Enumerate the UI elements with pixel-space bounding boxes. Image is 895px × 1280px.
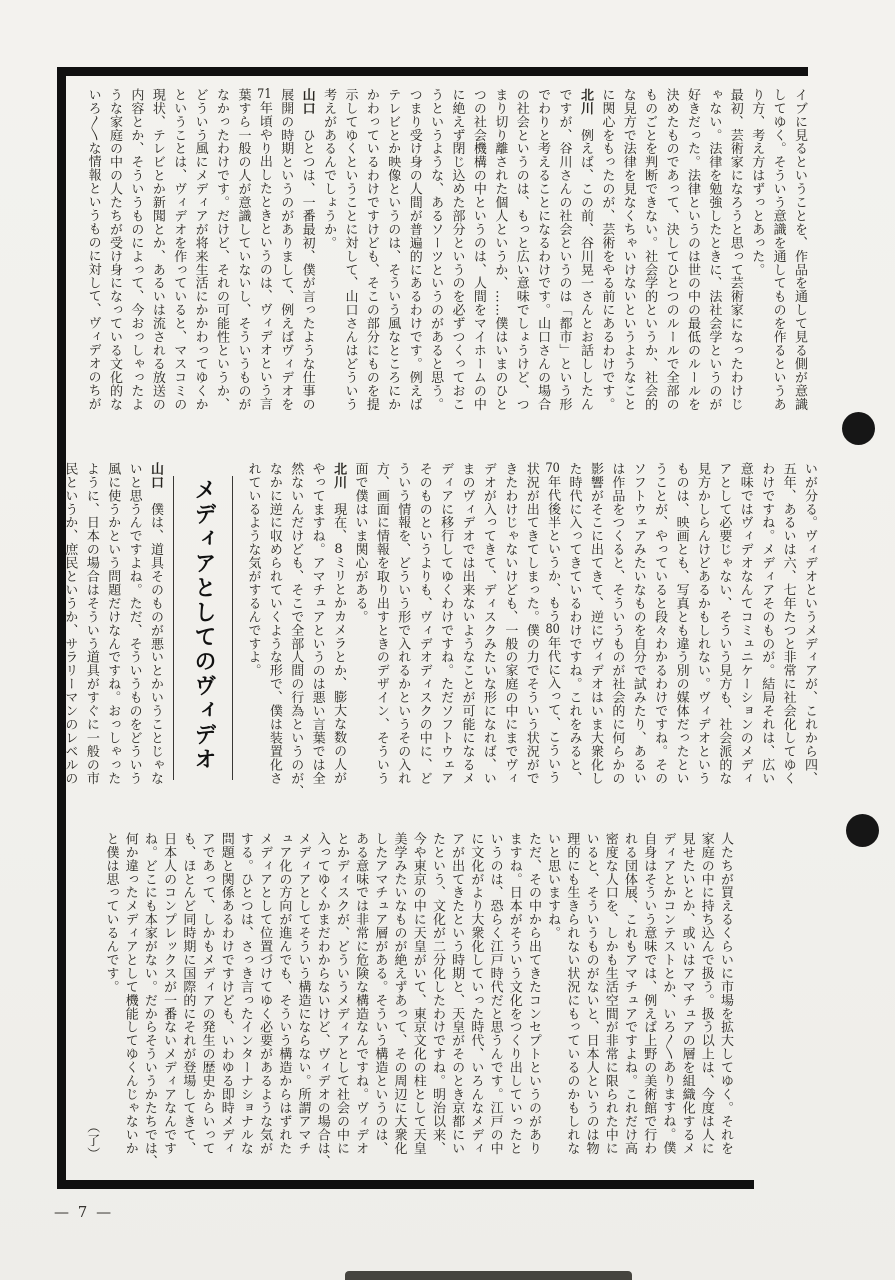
text-column (101, 832, 120, 1160)
text-column (799, 462, 820, 792)
column-text: れているような気がするんですよ。 (245, 462, 261, 678)
column-text: 何か違ったメディアとして機能してゆくんじゃないか (122, 832, 138, 1155)
column-text: ますね。日本がそういう文化をつくり出していったと (506, 832, 522, 1155)
column-text: ある意味では非常に危険な構造なんですね。ヴィデオ (353, 832, 369, 1155)
column-text: ですが、谷川さんの社会というのは「都市」という形 (556, 88, 572, 411)
text-column (767, 88, 788, 412)
section-heading: メディアとしてのヴィデオ (173, 476, 233, 780)
text-column (263, 462, 284, 792)
column-text: ュア化の方向が進んでも、そういう構造からはずれた (276, 832, 292, 1155)
page-number: — 7 — (54, 1203, 114, 1221)
column-text: の社会というのは、もっと広い意味でしょうけど、つ (513, 88, 529, 411)
text-column (789, 88, 810, 412)
column-text: 状況が出てきてしまった。僕の力でそういう状況がで (523, 462, 539, 785)
text-column (253, 88, 274, 412)
text-column (428, 832, 447, 1160)
speaker-name: 北川 (577, 88, 593, 115)
column-text: ひとつは、一番最初、僕が言ったような仕事の (299, 114, 315, 411)
column-text: た時代に入ってきているわけですね。これをみると、 (566, 462, 582, 785)
text-column (756, 462, 777, 792)
text-column (275, 88, 296, 412)
column-text: うな家庭の中の人たちが受け身になっている文化的な (107, 88, 122, 411)
column-text: 自身はそういう意味では、例えば上野の美術館で行わ (641, 832, 657, 1155)
column-text: する。ひとつは、さっき言ったインターナショナルな (237, 832, 253, 1155)
text-column (575, 88, 596, 412)
column-text: に絶えず閉じ込めた部分というのを必ずつくっておこ (449, 88, 465, 411)
column-text: 意味ではヴィデオなんてコミュニケーションのメディ (737, 462, 753, 785)
text-column (520, 462, 541, 792)
text-column (104, 88, 125, 412)
text-column (562, 832, 581, 1160)
text-column (627, 462, 648, 792)
column-text: れる団体展、これもアマチュアですよね。これだけ高 (621, 832, 637, 1155)
text-column (123, 462, 144, 792)
page-frame-top-rule (57, 67, 808, 76)
column-text: してゆく。そういう意識を通してものを作るというあ (770, 88, 786, 411)
column-text: 影響がそこに出てきて、逆にヴィデオはいま大衆化し (587, 462, 603, 785)
column-text: ゃない。法律を勉強したときに、法社会学というのが (706, 88, 722, 411)
column-text: アとして必要じゃない、そういう見方も、社会派的な (716, 462, 732, 785)
text-column (505, 832, 524, 1160)
text-column (682, 88, 703, 412)
column-text: つの社会機構の中というのは、人間をマイホームの中 (470, 88, 486, 411)
text-column (370, 462, 391, 792)
top-text-block (82, 88, 810, 412)
text-column (80, 462, 101, 792)
text-column (510, 88, 531, 412)
text-column (360, 88, 381, 412)
text-column (716, 832, 735, 1160)
text-column (382, 88, 403, 412)
column-text: 人たちが買えるくらいに市場を拡大してゆく。それを (718, 832, 733, 1155)
column-text: きたわけじゃないけども、一般の家庭の中にまでヴィ (502, 462, 518, 785)
text-column (639, 832, 658, 1160)
column-text: と僕は思っているんです。 (103, 832, 119, 994)
column-text: いと思いますね。 (545, 832, 561, 940)
column-text: 考えがあるんでしょうか。 (321, 88, 337, 250)
text-column (658, 832, 677, 1160)
text-column (585, 462, 606, 792)
text-column (370, 832, 389, 1160)
text-column (82, 88, 103, 412)
text-column (734, 462, 755, 792)
column-text: な見方で法律を見なくちゃいけないというようなこと (620, 88, 636, 411)
column-text: いろ〳〵な情報というものに対して、ヴィデオのちが (85, 88, 101, 411)
end-mark: （了） (84, 1119, 100, 1160)
text-column (236, 832, 255, 1160)
text-column (102, 462, 123, 792)
text-column (649, 462, 670, 792)
column-text: ただ、その中から出てきたコンセプトというのがあり (525, 832, 541, 1155)
text-column (435, 462, 456, 792)
text-column (581, 832, 600, 1160)
text-column (349, 462, 370, 792)
column-text: に関心をもったのが、芸術をやる前にあるわけです。 (599, 88, 615, 411)
column-text: 決めたものであって、決してひとつのルールで全部の (663, 88, 679, 411)
column-text: 風に使うかという問題だけなんですね。おっしゃった (105, 462, 121, 785)
text-column (692, 462, 713, 792)
text-column (197, 832, 216, 1160)
column-text: 展開の時期というのがありまして、例えばヴィデオを (278, 88, 294, 411)
speaker-name: 北川 (331, 462, 347, 489)
text-column (403, 88, 424, 412)
column-text: 例えば、この前、谷川晃一さんとお話ししたん (577, 114, 593, 411)
text-column (485, 832, 504, 1160)
column-text: 美学みたいなものが絶えずあって、その周辺に大衆化 (391, 832, 407, 1155)
column-text: デオが入ってきて、ディスクみたいな形になれば、い (480, 462, 496, 785)
text-column (232, 88, 253, 412)
text-column (159, 832, 178, 1160)
text-column (777, 462, 798, 792)
text-column (620, 832, 639, 1160)
column-text: いと思うんですよね。ただ、そういうものをどういう (126, 462, 142, 785)
column-text: 理的にも生きられない状況にもっているのかもしれな (564, 832, 580, 1155)
column-text: 入ってゆくかまだわからないけど、ヴィデオの場合は、 (314, 832, 330, 1169)
text-column (524, 832, 543, 1160)
text-column (724, 88, 745, 412)
column-text: 然ないんだけども、そこで全部人間の行為というのが、 (288, 462, 304, 799)
column-text: なかに逆に収められていくような形で、僕は装置化さ (266, 462, 282, 785)
column-text: いが分る。ヴィデオというメディアが、これから四、 (802, 462, 817, 785)
column-text: ということは、ヴィデオを作っていると、マスコミの (171, 88, 187, 411)
text-column (697, 832, 716, 1160)
column-text: メディアとして位置づけてゆく必要があるような気が (257, 832, 273, 1155)
column-text: テレビとか映像というのは、そういう風なところにか (385, 88, 401, 411)
column-text: 民というか、庶民というか、サラリーマンのレベルの (62, 462, 78, 785)
text-column (242, 462, 263, 792)
text-column (293, 832, 312, 1160)
speaker-name: 山口 (299, 88, 315, 115)
column-text: ものごとを判断できない。社会学的というか、社会的 (642, 88, 658, 411)
column-text: も、ほとんど同時期に国際的にそれが登場してきて、 (180, 832, 196, 1155)
column-text: 面で僕はいま関心がある。 (352, 462, 368, 624)
column-text: でわりと考えることになるわけです。山口さんの場合 (535, 88, 551, 411)
column-text: ね。どこにも本家がない。だからそういうかたちでは、 (141, 832, 157, 1169)
column-text: たという、文化が二分化したわけですね。明治以来、 (429, 832, 445, 1155)
text-column (606, 462, 627, 792)
page-frame-bottom-rule (57, 1180, 754, 1189)
text-column (468, 88, 489, 412)
text-column (532, 88, 553, 412)
text-column (703, 88, 724, 412)
text-column (563, 462, 584, 792)
text-column (296, 88, 317, 412)
text-column (670, 462, 691, 792)
column-text: かわっているわけですけども、そこの部分にものを提 (363, 88, 379, 411)
column-text: アであって、しかもメディアの発生の歴史からいって (199, 832, 215, 1155)
column-text: 密度な人口を、しかも生活空間が非常に限られた中に (602, 832, 618, 1155)
column-text: ディアに移行してゆくわけですね。ただソフトウェア (438, 462, 454, 785)
column-text: 好きだった。法律というのは世の中の最低のルールを (684, 88, 700, 411)
text-column (601, 832, 620, 1160)
column-text: 今や東京の中に天皇がいて、東京文化の柱として天皇 (410, 832, 426, 1155)
text-column (351, 832, 370, 1160)
column-text: 僕は、道具そのものが悪いとかいうことじゃな (148, 488, 164, 785)
text-column (392, 462, 413, 792)
text-column (328, 462, 349, 792)
text-column (478, 462, 499, 792)
text-column (189, 88, 210, 412)
text-column (168, 88, 189, 412)
column-text: に文化がより大衆化していった時代、いろんなメディ (468, 832, 484, 1155)
column-text: り方、考え方はずっとあった。 (749, 88, 765, 277)
text-column (285, 462, 306, 799)
column-text: わけですね。メディアそのものが。結局それは、広い (759, 462, 775, 785)
column-text: ものは、映画とも、写真とも違う別の媒体だったとい (673, 462, 689, 785)
column-text: やってますね。アマチュアというのは悪い言葉では全 (309, 462, 325, 785)
text-column (542, 462, 563, 792)
text-column (425, 88, 446, 412)
text-column (746, 88, 767, 412)
text-column (499, 462, 520, 792)
page-edge-artifact (345, 1271, 632, 1280)
column-text: どういう風にメディアが将来生活にかかわってゆくか (192, 88, 208, 411)
text-column (456, 462, 477, 792)
column-text: 見せたいとか、或いはアマチュアの層を組織化するメ (679, 832, 695, 1155)
text-column (447, 832, 466, 1160)
column-text: 内容とか、そういうものによって、今おっしゃったよ (128, 88, 144, 411)
column-text: まり切り離された個人というか、……僕はいまのひと (492, 88, 508, 411)
column-text: アが出てきたという時期と、天皇がそのとき京都にい (449, 832, 465, 1155)
column-text: 五年、あるいは六、七年たつと非常に社会化してゆく (780, 462, 796, 785)
registration-dot-icon (842, 412, 875, 445)
column-text: いうのは、恐らく江戸時代だと思うんです。江戸の中 (487, 832, 503, 1155)
registration-dot-icon (846, 814, 879, 847)
column-text: 現在、8ミリとかカメラとか、膨大な数の人が (331, 488, 347, 785)
column-text: ソフトウェアみたいなものを自分で試みたり、あるい (630, 462, 646, 785)
column-text: うというような、あるソーツというのがあると思う。 (428, 88, 444, 411)
text-column (446, 88, 467, 412)
column-text: 70年代後半というか、もう80年代に入って、こういう (545, 462, 561, 784)
column-text: とかディスクが、どういうメディアとして社会の中に (333, 832, 349, 1155)
column-text: そのものというよりも、ヴィデオディスクの中に、ど (416, 462, 432, 785)
text-column (617, 88, 638, 412)
text-column (145, 462, 166, 792)
text-column (274, 832, 293, 1160)
text-column (318, 88, 339, 412)
column-text: まのヴィデオでは出来ないようなことが可能になるメ (459, 462, 475, 785)
text-column (306, 462, 327, 792)
text-column (389, 832, 408, 1160)
column-text: ディアとかコンテストとか、いろ〳〵ありますね。僕 (660, 832, 676, 1155)
text-column (255, 832, 274, 1160)
text-column (140, 832, 159, 1169)
text-column (146, 88, 167, 412)
column-text: ように、日本の場合はそういう道具がすぐに一般の市 (83, 462, 99, 785)
text-column (125, 88, 146, 412)
column-text: イブに見るということを、作品を通して見る側が意識 (792, 88, 807, 411)
text-column (121, 832, 140, 1160)
column-text: 家庭の中に持ち込んで扱う。扱う以上は、今度は人に (698, 832, 714, 1155)
speaker-name: 山口 (148, 462, 164, 489)
text-column (413, 462, 434, 792)
text-column (211, 88, 232, 412)
text-column (713, 462, 734, 792)
text-column (339, 88, 360, 412)
column-text: うことが、やっていると段々わかるわけですね。その (652, 462, 668, 785)
text-column (639, 88, 660, 412)
text-column (543, 832, 562, 1160)
text-column (59, 462, 80, 792)
middle-text-block (59, 462, 820, 799)
column-text: は作品をつくると、そういうものが社会的に何らかの (609, 462, 625, 785)
column-text: ういう情報を、どういう形で入れるかというその入れ (395, 462, 411, 785)
column-text: 日本人のコンプレックスが一番ないメディアなんです (161, 832, 177, 1155)
column-text: メディアとしてそういう構造にならない。所謂アマチ (295, 832, 311, 1155)
column-text: いると、そういうものがないと、日本人というのは物 (583, 832, 599, 1155)
bottom-text-block (82, 832, 735, 1169)
column-text: 71年頃やり出したときというのは、ヴィデオという言 (256, 88, 272, 411)
text-column (466, 832, 485, 1160)
text-column (660, 88, 681, 412)
column-text: 現状、テレビとか新聞とか、あるいは流される放送の (149, 88, 165, 411)
column-text: 葉すら一般の人が意識していないし、そういうものが (235, 88, 251, 411)
column-text: 見方かしらんけどあるかもしれない。ヴィデオという (694, 462, 710, 785)
text-column (178, 832, 197, 1160)
text-column (553, 88, 574, 412)
column-text: したアマチュア層がある。そういう構造というのは、 (372, 832, 388, 1155)
column-text: 示してゆくということに対して、山口さんはどういう (342, 88, 358, 411)
column-text: つまり受け身の人間が普遍的にあるわけです。例えば (406, 88, 422, 411)
column-text: 最初、芸術家になろうと思って芸術家になったわけじ (727, 88, 743, 411)
text-column (313, 832, 332, 1169)
column-text: 問題と関係あるわけですけども、いわゆる即時メディ (218, 832, 234, 1155)
text-column (409, 832, 428, 1160)
column-text: なかったわけです。だけど、それの可能性というか、 (214, 88, 230, 411)
text-column (217, 832, 236, 1160)
text-column (332, 832, 351, 1160)
column-text: 方、画面に情報を取り出すときのデザイン、そういう (373, 462, 389, 785)
text-column (489, 88, 510, 412)
text-column (677, 832, 696, 1160)
text-column (596, 88, 617, 412)
